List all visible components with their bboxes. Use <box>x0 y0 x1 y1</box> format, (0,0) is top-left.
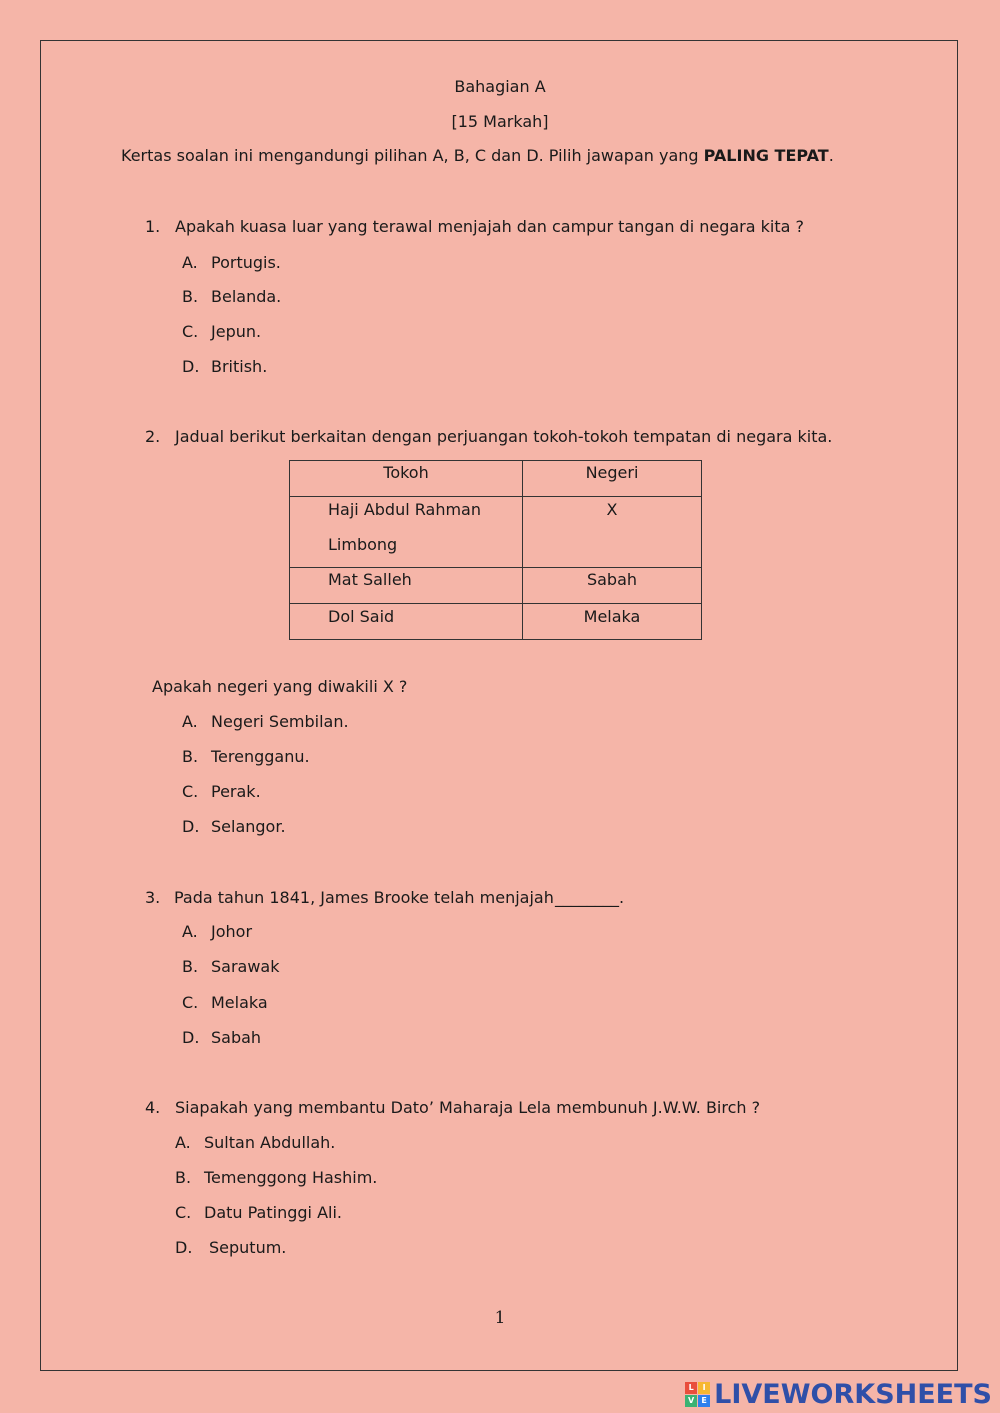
q1-option-d-letter: D. <box>182 357 200 376</box>
brand-mark-icon <box>685 1382 710 1407</box>
question-1-number: 1. <box>145 217 161 236</box>
question-2-followup: Apakah negeri yang diwakili X ? <box>152 677 408 696</box>
q3-option-d-letter: D. <box>182 1028 200 1047</box>
q2-option-c[interactable]: Perak. <box>211 782 261 801</box>
question-4-text: Siapakah yang membantu Dato’ Maharaja Lela membunuh J.W.W. Birch ? <box>175 1098 761 1117</box>
question-2-text: Jadual berikut berkaitan dengan perjuangan tokoh-tokoh tempatan di negara kita. <box>175 427 833 446</box>
q3-option-a[interactable]: Johor <box>211 922 253 941</box>
q2-option-d-letter: D. <box>182 817 200 836</box>
q2-option-a-letter: A. <box>182 712 198 731</box>
table-cell-negeri: Sabah <box>523 568 702 604</box>
tokoh-table <box>289 460 702 640</box>
table-row <box>290 568 702 604</box>
q4-option-a-letter: A. <box>175 1133 191 1152</box>
q2-option-b-letter: B. <box>182 747 199 766</box>
q3-option-c-letter: C. <box>182 993 199 1012</box>
q3-option-b-letter: B. <box>182 957 199 976</box>
brand-mark-e: E <box>698 1395 710 1407</box>
q1-option-b[interactable]: Belanda. <box>211 287 282 306</box>
instruction-bold: PALING TEPAT <box>703 146 829 165</box>
q4-option-b[interactable]: Temenggong Hashim. <box>204 1168 378 1187</box>
q4-option-b-letter: B. <box>175 1168 192 1187</box>
q4-option-d-letter: D. <box>175 1238 193 1257</box>
question-3-number: 3. <box>145 888 161 907</box>
q2-option-b[interactable]: Terengganu. <box>211 747 310 766</box>
q2-option-d[interactable]: Selangor. <box>211 817 286 836</box>
table-header-row <box>290 461 702 497</box>
brand-mark-i: I <box>698 1382 710 1394</box>
q4-option-c-letter: C. <box>175 1203 192 1222</box>
q1-option-c-letter: C. <box>182 322 199 341</box>
instruction <box>121 146 834 166</box>
q1-option-a-letter: A. <box>182 253 198 272</box>
q4-option-d[interactable]: Seputum. <box>209 1238 287 1257</box>
table-row <box>290 497 702 568</box>
q3-option-b[interactable]: Sarawak <box>211 957 280 976</box>
table-cell-negeri: X <box>523 497 702 568</box>
q1-option-a[interactable]: Portugis. <box>211 253 281 272</box>
brand-text: LIVEWORKSHEETS <box>714 1378 992 1410</box>
question-4-number: 4. <box>145 1098 161 1117</box>
question-3-text: Pada tahun 1841, James Brooke telah menjajah <box>174 888 554 907</box>
question-2-number: 2. <box>145 427 161 446</box>
table-header-tokoh: Tokoh <box>290 461 523 497</box>
table-row <box>290 604 702 640</box>
instruction-end: . <box>828 146 834 165</box>
q4-option-c[interactable]: Datu Patinggi Ali. <box>204 1203 342 1222</box>
liveworksheets-logo[interactable] <box>685 1378 992 1410</box>
q3-option-d[interactable]: Sabah <box>211 1028 262 1047</box>
q2-option-c-letter: C. <box>182 782 199 801</box>
q3-option-a-letter: A. <box>182 922 198 941</box>
q2-option-a[interactable]: Negeri Sembilan. <box>211 712 349 731</box>
section-title: Bahagian A <box>454 77 546 96</box>
brand-mark-v: V <box>685 1395 697 1407</box>
question-1-text: Apakah kuasa luar yang terawal menjajah dan campur tangan di negara kita ? <box>175 217 805 236</box>
q4-option-a[interactable]: Sultan Abdullah. <box>204 1133 336 1152</box>
q1-option-c[interactable]: Jepun. <box>211 322 262 341</box>
q1-option-d[interactable]: British. <box>211 357 268 376</box>
q1-option-b-letter: B. <box>182 287 199 306</box>
instruction-text: Kertas soalan ini mengandungi pilihan A, B, C dan D. Pilih jawapan yang <box>121 146 704 165</box>
table-cell-tokoh: Dol Said <box>290 604 523 640</box>
table-cell-tokoh: Haji Abdul Rahman Limbong <box>290 497 523 568</box>
page-number: 1 <box>494 1308 506 1328</box>
table-cell-tokoh: Mat Salleh <box>290 568 523 604</box>
question-3-blank: ________. <box>555 888 625 907</box>
q3-option-c[interactable]: Melaka <box>211 993 268 1012</box>
table-cell-negeri: Melaka <box>523 604 702 640</box>
table-header-negeri: Negeri <box>523 461 702 497</box>
brand-mark-l: L <box>685 1382 697 1394</box>
section-marks: [15 Markah] <box>451 112 549 131</box>
